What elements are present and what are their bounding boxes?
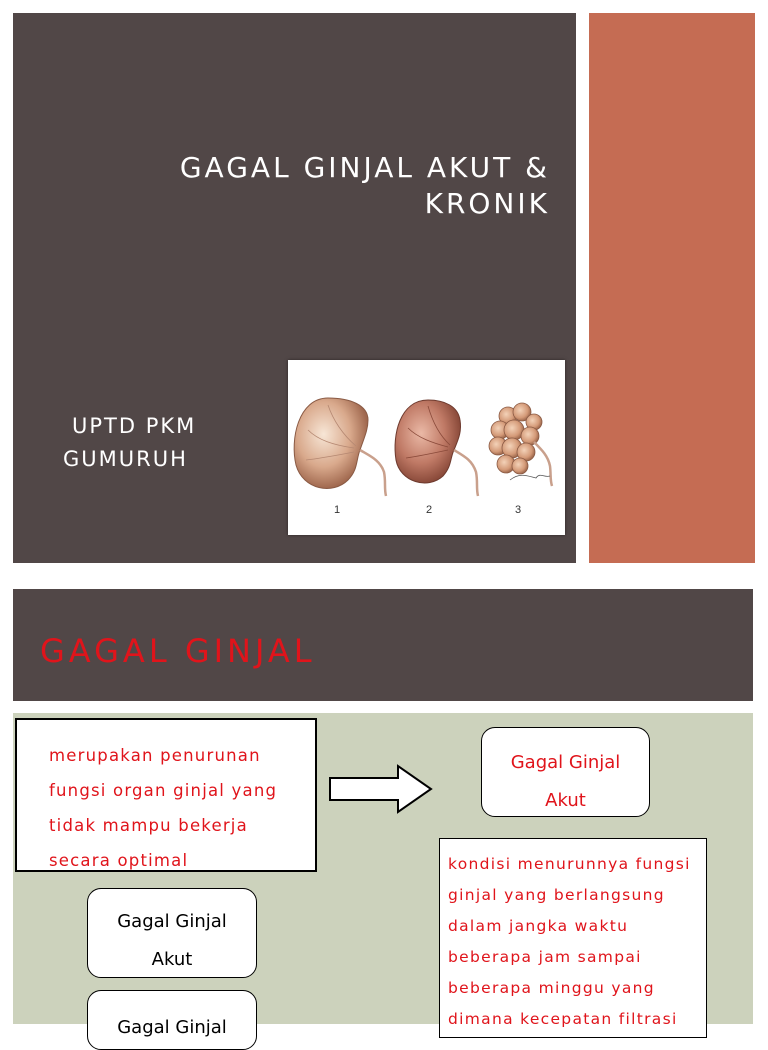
akut-box-right <box>481 727 650 817</box>
description-line-4: beberapa jam sampai <box>448 948 642 966</box>
akut-box-right-line1: Gagal Ginjal <box>510 752 621 773</box>
right-arrow-icon <box>328 764 434 814</box>
kidney-2-icon <box>395 400 478 496</box>
slide-subtitle <box>63 410 263 476</box>
definition-line-2: fungsi organ ginjal yang <box>49 781 278 800</box>
subtitle-line1: UPTD PKM <box>72 414 197 438</box>
akut-box-left-line2: Akut <box>151 949 193 970</box>
kidney-3-icon <box>489 403 552 486</box>
definition-box <box>15 718 317 872</box>
kronik-box-left <box>87 990 257 1050</box>
accent-panel <box>589 13 755 563</box>
subtitle-line2: GUMURUH <box>63 447 188 471</box>
section-title: GAGAL GINJAL <box>40 632 316 670</box>
slide-title-line2: KRONIK <box>424 187 550 220</box>
akut-box-right-line2: Akut <box>545 790 586 811</box>
description-line-1: kondisi menurunnya fungsi <box>448 855 691 873</box>
kidney-label-1: 1 <box>334 504 341 516</box>
description-box <box>439 838 707 1038</box>
kidney-label-2: 2 <box>426 504 433 516</box>
kidney-label-3: 3 <box>515 504 522 516</box>
description-line-6: dimana kecepatan filtrasi <box>448 1010 678 1028</box>
akut-box-left-line1: Gagal Ginjal <box>117 911 227 932</box>
definition-line-1: merupakan penurunan <box>49 746 261 765</box>
slide-title <box>130 150 550 222</box>
description-line-3: dalam jangka waktu <box>448 917 629 935</box>
slide-title-line1: GAGAL GINJAL AKUT & <box>179 151 550 184</box>
definition-line-4: secara optimal <box>49 851 189 870</box>
description-line-2: ginjal yang berlangsung <box>448 886 665 904</box>
akut-box-left <box>87 888 257 978</box>
kidney-illustration <box>288 360 565 535</box>
description-line-5: beberapa minggu yang <box>448 979 655 997</box>
kidney-1-icon <box>294 398 386 496</box>
definition-line-3: tidak mampu bekerja <box>49 816 248 835</box>
kronik-box-left-line1: Gagal Ginjal <box>117 1017 227 1038</box>
